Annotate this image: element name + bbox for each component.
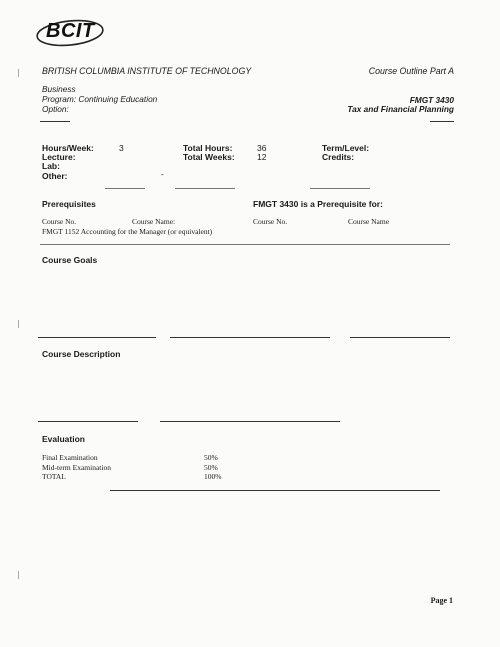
course-title: Tax and Financial Planning [347,104,454,114]
lecture-label: Lecture: [42,152,76,162]
prereq-for-col-course-name: Course Name [348,217,390,226]
option-label: Option: [42,104,69,114]
scan-mark [18,571,19,579]
description-divider-b [160,421,340,422]
eval-row-label: TOTAL [42,472,66,481]
hours-week-value: 3 [119,143,124,153]
course-goals-heading: Course Goals [42,255,98,265]
goals-divider-c [350,337,450,338]
term-level-label: Term/Level: [322,143,370,153]
eval-row-value: 50% [204,463,218,472]
prereq-col-course-no: Course No. [42,217,77,226]
header-divider-right [430,121,454,122]
total-hours-label: Total Hours: [183,143,233,153]
scan-mark [18,69,19,77]
institute-name: BRITISH COLUMBIA INSTITUTE OF TECHNOLOGY [42,66,252,76]
eval-row-value: 50% [204,453,218,462]
hours-divider-c [310,188,370,189]
course-code: FMGT 3430 [409,95,454,105]
document-type: Course Outline Part A [368,66,454,76]
credits-label: Credits: [322,152,355,162]
lab-label: Lab: [42,161,60,171]
course-description-heading: Course Description [42,349,121,359]
header-divider [40,121,70,122]
eval-row-label: Final Examination [42,453,98,462]
hours-week-label: Hours/Week: [42,143,94,153]
other-value: - [161,169,164,179]
prerequisite-for-heading: FMGT 3430 is a Prerequisite for: [253,199,383,209]
school-name: Business [42,84,76,94]
other-label: Other: [42,171,68,181]
prereq-for-col-course-no: Course No. [253,217,288,226]
hours-divider [105,188,145,189]
prereq-course-row: FMGT 1152 Accounting for the Manager (or equivalent) [42,227,213,236]
prerequisites-heading: Prerequisites [42,199,96,209]
eval-row-value: 100% [204,472,222,481]
goals-divider [38,337,156,338]
eval-row-label: Mid-term Examination [42,463,111,472]
bcit-logo [34,14,106,48]
logo-text: BCIT [46,20,95,42]
evaluation-divider [110,490,440,491]
program-name: Program: Continuing Education [42,94,158,104]
goals-divider-b [170,337,330,338]
prereq-col-course-name: Course Name: [132,217,176,226]
total-hours-value: 36 [257,143,267,153]
total-weeks-value: 12 [257,152,267,162]
description-divider [38,421,138,422]
hours-divider-b [175,188,235,189]
prereq-divider [40,244,450,245]
page-number: Page 1 [430,596,453,605]
total-weeks-label: Total Weeks: [183,152,235,162]
evaluation-heading: Evaluation [42,434,85,444]
scan-mark [18,320,19,328]
